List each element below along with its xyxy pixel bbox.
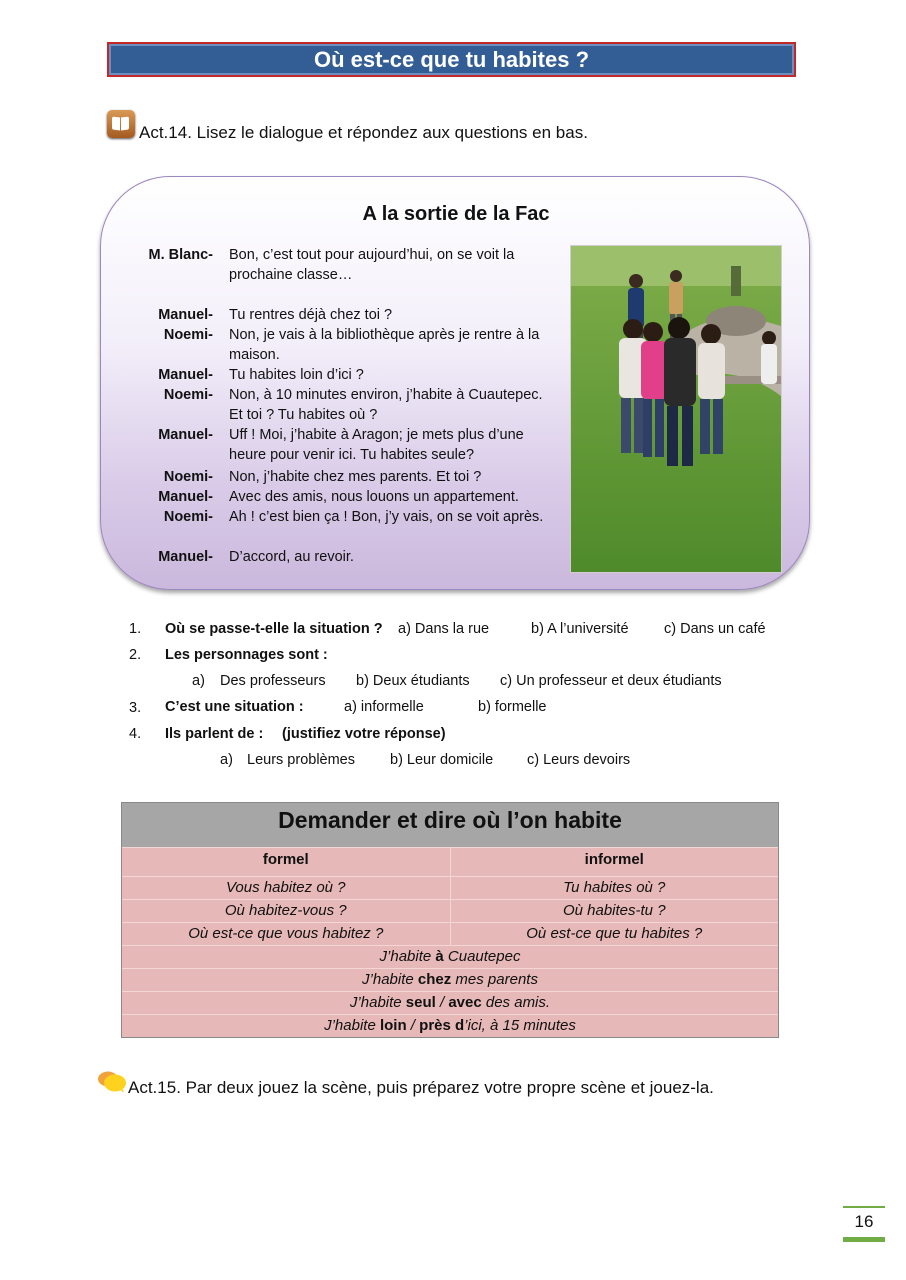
informel-cell: Où habites-tu ? (450, 900, 779, 922)
table-row (122, 1014, 778, 1037)
speaker: M. Blanc- (148, 247, 213, 263)
q2-text: Les personnages sont : (165, 647, 328, 663)
q4-option-c: c) Leurs devoirs (527, 752, 631, 768)
page-title: Où est-ce que tu habites ? (107, 42, 796, 77)
speaker: Noemi- (163, 509, 213, 525)
line-text: Non, à 10 minutes environ, j’habite à Cuautepec. Et toi ? Tu habites où ? (229, 387, 543, 423)
q2-option-b: b) Deux étudiants (356, 673, 470, 689)
q3-text: C’est une situation : (165, 699, 304, 715)
speaker: Manuel- (158, 489, 213, 505)
answer-cell (122, 946, 778, 968)
answer-text: des amis. (481, 994, 551, 1011)
informel-cell: Où est-ce que tu habites ? (450, 923, 779, 945)
q2-option-a-mark: a) (192, 673, 205, 689)
table-row (122, 945, 778, 968)
speaker: Manuel- (158, 367, 213, 383)
dialog-box (100, 176, 810, 590)
answer-keyword: loin (379, 1017, 407, 1034)
page-number (843, 1206, 885, 1242)
answer-keyword: chez (417, 971, 452, 988)
answer-text: J’habite (349, 994, 406, 1011)
line-text: Ah ! c’est bien ça ! Bon, j’y vais, on se voit après. (229, 509, 544, 525)
line-text: Non, je vais à la bibliothèque après je rentre à la maison. (229, 327, 540, 363)
answer-text: / (435, 994, 449, 1011)
line-text: Bon, c’est tout pour aujourd’hui, on se voit la prochaine classe… (229, 247, 515, 283)
speaker: Noemi- (163, 327, 213, 343)
page-number-top-rule (843, 1206, 885, 1208)
speaker: Manuel- (158, 549, 213, 565)
table-header-row (122, 847, 778, 876)
page-number-text: 16 (854, 1212, 874, 1231)
formel-cell: Vous habitez où ? (225, 879, 346, 896)
answer-keyword: avec (448, 994, 482, 1011)
table-title: Demander et dire où l’on habite (122, 803, 778, 847)
table-row (122, 899, 778, 922)
expressions-table (121, 802, 779, 1038)
q2-option-a: Des professeurs (220, 673, 326, 689)
speech-bubbles-icon (97, 1070, 127, 1094)
answer-text: J’habite (379, 948, 436, 965)
speaker: Noemi- (163, 387, 213, 403)
line-text: Tu habites loin d’ici ? (229, 367, 364, 383)
line-text: Non, j’habite chez mes parents. Et toi ? (229, 469, 482, 485)
answer-text: ’ici, à 15 minutes (464, 1017, 576, 1034)
q4-number: 4. (129, 726, 142, 742)
q4-text: Ils parlent de : (165, 726, 264, 742)
informel-cell: Tu habites où ? (450, 877, 779, 899)
table-row (122, 876, 778, 899)
activity-14-instruction: Act.14. Lisez le dialogue et répondez aux questions en bas. (139, 123, 588, 142)
answer-text: mes parents (451, 971, 538, 988)
page-number-bottom-rule (843, 1237, 885, 1242)
table-row (122, 991, 778, 1014)
answer-text: J’habite (324, 1017, 380, 1034)
q4-option-a: Leurs problèmes (247, 752, 355, 768)
q4-option-a-mark: a) (220, 752, 233, 768)
q2-number: 2. (129, 647, 142, 663)
col-informel: informel (450, 848, 779, 876)
col-formel: formel (262, 851, 309, 868)
table-row (122, 968, 778, 991)
table-row (122, 922, 778, 945)
speaker: Noemi- (163, 469, 213, 485)
activity-15-instruction: Act.15. Par deux jouez la scène, puis préparez votre propre scène et jouez-la. (128, 1078, 714, 1097)
q3-number: 3. (129, 700, 142, 716)
dialog-title: A la sortie de la Fac (362, 203, 550, 225)
line-text: Avec des amis, nous louons un appartement. (229, 489, 519, 505)
answer-text: Cuautepec (443, 948, 521, 965)
q2-option-c: c) Un professeur et deux étudiants (500, 673, 722, 689)
answer-cell (122, 992, 778, 1014)
line-text: D’accord, au revoir. (229, 549, 354, 565)
q1-text: Où se passe-t-elle la situation ? (165, 621, 383, 637)
answer-keyword: à (435, 948, 444, 965)
q4-option-b: b) Leur domicile (390, 752, 494, 768)
answer-text: / (406, 1017, 420, 1034)
line-text: Uff ! Moi, j’habite à Aragon; je mets plus d’une heure pour venir ici. Tu habites seule? (229, 427, 524, 463)
q1-option-c: c) Dans un café (664, 621, 766, 637)
answer-keyword: près d (419, 1017, 465, 1034)
q1-option-b: b) A l’université (531, 621, 629, 637)
formel-cell: Où habitez-vous ? (224, 902, 347, 919)
q1-option-a: a) Dans la rue (398, 621, 490, 637)
q3-option-a: a) informelle (344, 699, 424, 715)
line-text: Tu rentres déjà chez toi ? (229, 307, 393, 323)
q3-option-b: b) formelle (478, 699, 547, 715)
speaker: Manuel- (158, 427, 213, 443)
book-icon (107, 110, 135, 138)
answer-cell (122, 1015, 778, 1037)
speaker: Manuel- (158, 307, 213, 323)
answer-text: J’habite (362, 971, 418, 988)
students-photo (570, 245, 782, 573)
formel-cell: Où est-ce que vous habitez ? (188, 925, 384, 942)
answer-keyword: seul (405, 994, 436, 1011)
answer-cell (122, 969, 778, 991)
q4-hint: (justifiez votre réponse) (282, 726, 446, 742)
q1-number: 1. (129, 621, 142, 637)
